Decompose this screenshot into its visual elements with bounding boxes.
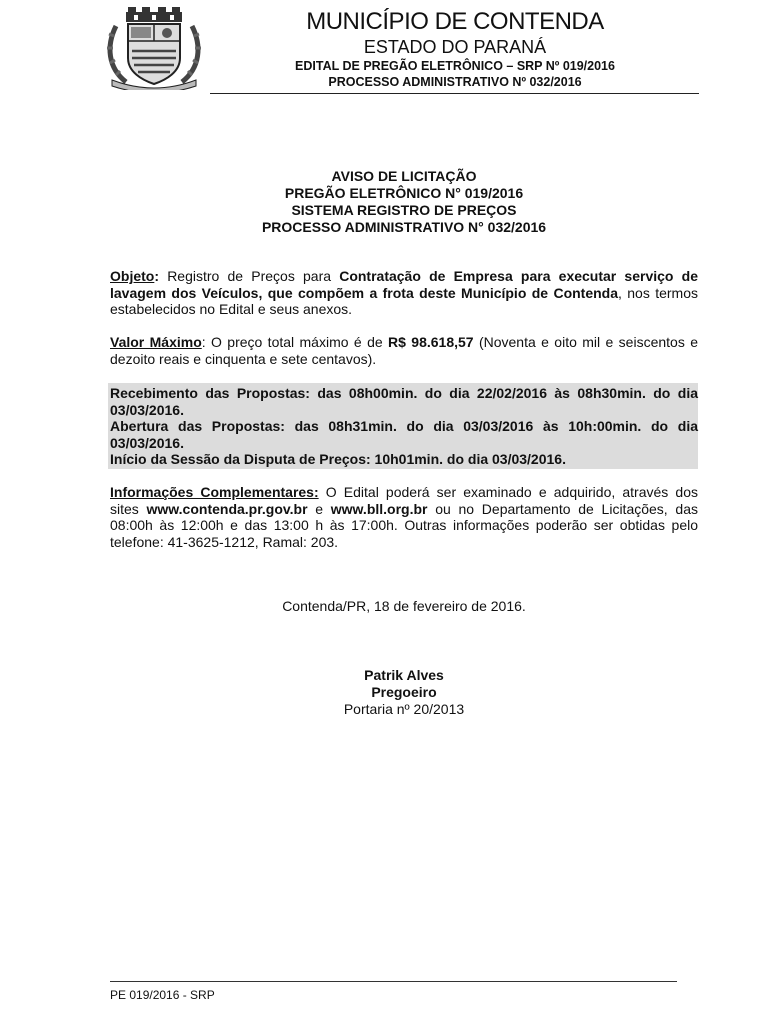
footer-reference: PE 019/2016 - SRP xyxy=(110,988,215,1002)
edital-reference: EDITAL DE PREGÃO ELETRÔNICO – SRP Nº 019/2016 xyxy=(295,59,615,73)
notice-pregao: PREGÃO ELETRÔNICO N° 019/2016 xyxy=(284,185,524,201)
signer-portaria: Portaria nº 20/2013 xyxy=(343,701,465,717)
objeto-bold-text: Contratação de Empresa para executar serviço de lavagem dos Veículos, que compõem a frota deste Município de Contenda xyxy=(110,268,698,301)
site-link-contenda[interactable]: www.contenda.pr.gov.br xyxy=(146,500,308,517)
valor-text-end: (Noventa e oito mil e seiscentos e dezoito reais e cinquenta e sete centavos). xyxy=(110,334,698,367)
info-label: Informações Complementares: xyxy=(110,484,319,500)
signature-block xyxy=(110,667,698,718)
footer-divider xyxy=(110,981,677,982)
signer-name: Patrik Alves xyxy=(364,667,444,683)
notice-processo: PROCESSO ADMINISTRATIVO N° 032/2016 xyxy=(261,219,547,235)
site-link-bll[interactable]: www.bll.org.br xyxy=(330,500,428,517)
inicio-sessao-line: Início da Sessão da Disputa de Preços: 10h01min. do dia 03/03/2016. xyxy=(110,451,566,467)
processo-reference: PROCESSO ADMINISTRATIVO Nº 032/2016 xyxy=(328,75,582,89)
place-and-date: Contenda/PR, 18 de fevereiro de 2016. xyxy=(282,598,526,614)
recebimento-line: Recebimento das Propostas: das 08h00min. do dia 22/02/2016 às 08h30min. do dia 03/03/2016. xyxy=(110,385,698,418)
objeto-label: Objeto xyxy=(110,268,155,284)
header-divider xyxy=(210,93,699,94)
state-subtitle: ESTADO DO PARANÁ xyxy=(363,37,547,57)
info-text-end: ou no Departamento de Licitações, das 08:00h às 12:00h e das 13:00 h às 17:00h. Outras informações poderão ser obtidas pelo telefone: 41-3625-1212, Ramal: 203. xyxy=(110,500,698,550)
objeto-paragraph xyxy=(110,268,698,318)
info-text: O Edital poderá ser examinado e adquirido, através dos sites xyxy=(110,484,698,517)
signer-role: Pregoeiro xyxy=(371,684,437,700)
objeto-text: Registro de Preços para xyxy=(167,268,340,284)
municipal-coat-of-arms xyxy=(104,6,204,90)
notice-title: AVISO DE LICITAÇÃO xyxy=(331,168,477,184)
objeto-text-end: , nos termos estabelecidos no Edital e seus anexos. xyxy=(110,284,699,317)
valor-label: Valor Máximo xyxy=(110,334,202,350)
valor-text: : O preço total máximo é de xyxy=(201,334,389,350)
notice-system: SISTEMA REGISTRO DE PREÇOS xyxy=(291,202,517,218)
info-paragraph xyxy=(110,484,698,550)
valor-paragraph xyxy=(110,334,698,367)
abertura-line: Abertura das Propostas: das 08h31min. do dia 03/03/2016 às 10h:00min. do dia 03/03/2016. xyxy=(110,418,698,451)
letterhead xyxy=(210,8,700,90)
valor-amount: R$ 98.618,57 xyxy=(388,334,474,350)
notice-heading xyxy=(110,168,698,236)
info-and: e xyxy=(307,500,331,517)
municipality-title: MUNICÍPIO DE CONTENDA xyxy=(306,8,604,35)
dates-paragraph xyxy=(110,385,698,468)
objeto-separator: : xyxy=(154,268,168,284)
